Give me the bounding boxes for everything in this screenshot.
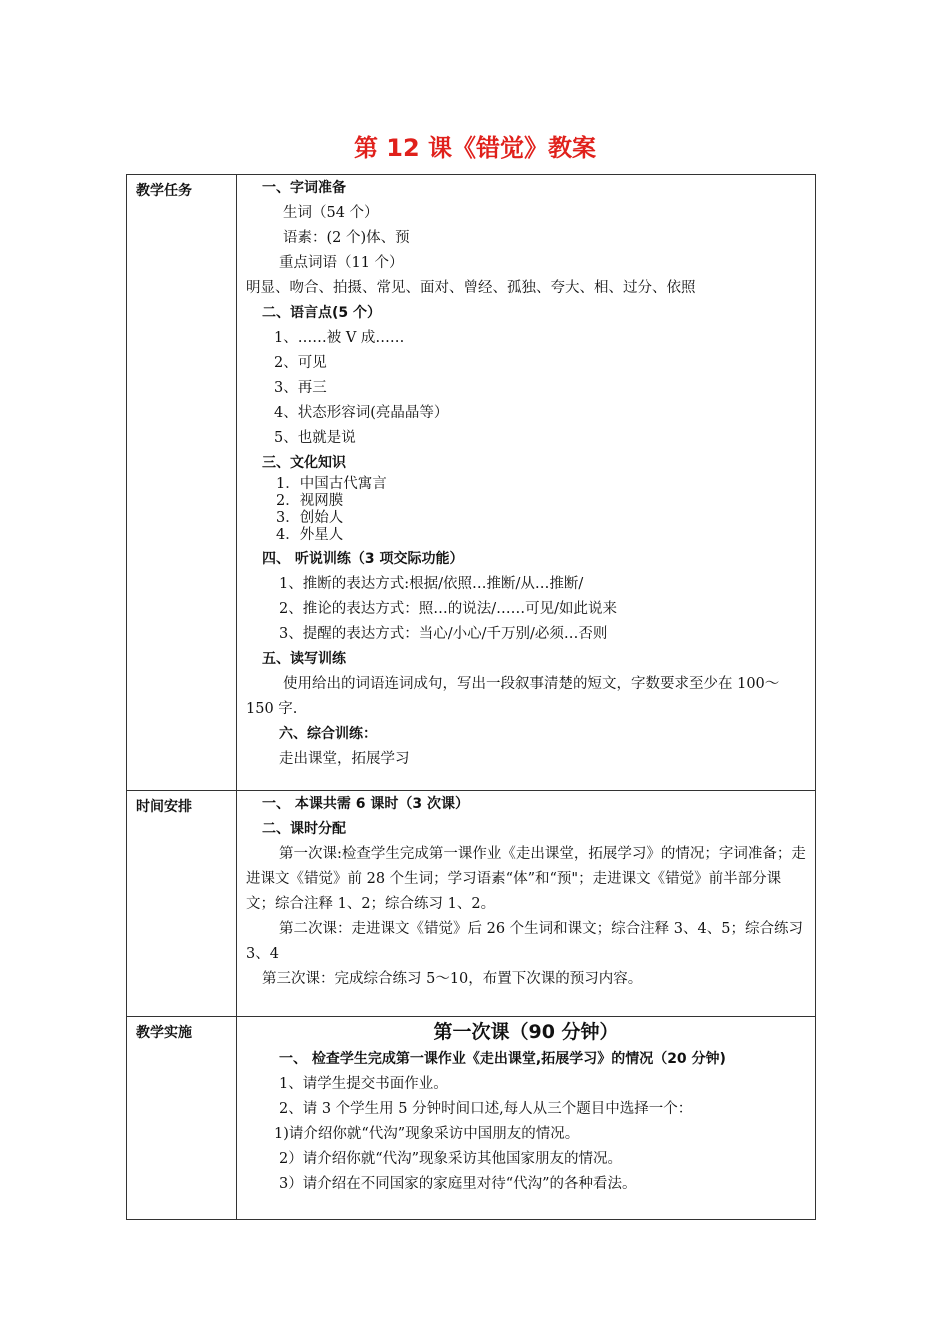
row-content-implementation	[237, 1017, 816, 1220]
section-heading: 一、字词准备	[262, 180, 346, 196]
section-heading: 一、 检查学生完成第一课作业《走出课堂,拓展学习》的情况（20 分钟)	[279, 1051, 726, 1067]
list-item: 1、请学生提交书面作业。	[279, 1076, 448, 1092]
lesson-plan-table	[126, 174, 816, 1220]
list-item: 1、……被 V 成……	[274, 330, 405, 346]
list-item: 2、推论的表达方式：照…的说法/……可见/如此说来	[279, 601, 617, 617]
row-label-implementation: 教学实施	[127, 1017, 237, 1220]
list-item: 4．外星人	[276, 527, 344, 543]
text-line: 重点词语（11 个）	[279, 255, 404, 271]
row-content-tasks	[237, 175, 816, 791]
row-schedule	[127, 791, 816, 1017]
text-line: 走出课堂，拓展学习	[279, 751, 410, 767]
text-line: 生词（54 个）	[283, 205, 379, 221]
key-words: 明显、吻合、拍摄、常见、面对、曾经、孤独、夸大、相、过分、依照	[246, 280, 696, 296]
list-item: 3．创始人	[276, 510, 344, 526]
row-label-schedule: 时间安排	[127, 791, 237, 1017]
text-line: 语素：(2 个)体、预	[283, 230, 410, 246]
list-item: 2、可见	[274, 355, 327, 371]
section-heading: 二、语言点(5 个）	[262, 305, 382, 321]
list-item: 3、提醒的表达方式：当心/小心/千万别/必须…否则	[279, 626, 608, 642]
paragraph: 使用给出的词语连词成句，写出一段叙事清楚的短文，字数要求至少在 100～150 字.	[246, 676, 780, 717]
section-heading: 四、 听说训练（3 项交际功能）	[262, 551, 464, 567]
list-item: 3、再三	[274, 380, 327, 396]
row-implementation	[127, 1017, 816, 1220]
section-heading: 五、读写训练	[262, 651, 346, 667]
section-heading: 二、课时分配	[262, 821, 346, 837]
list-item: 1)请介绍你就“代沟”现象采访中国朋友的情况。	[274, 1126, 580, 1142]
list-item: 1、推断的表达方式:根据/依照…推断/从…推断/	[279, 576, 584, 592]
row-label-tasks: 教学任务	[127, 175, 237, 791]
row-content-schedule	[237, 791, 816, 1017]
list-item: 5、也就是说	[274, 430, 356, 446]
list-item: 2、请 3 个学生用 5 分钟时间口述,每人从三个题目中选择一个：	[279, 1101, 693, 1117]
section-heading: 六、综合训练：	[279, 726, 377, 742]
lesson-title: 第一次课（90 分钟）	[433, 1021, 619, 1043]
paragraph: 第二次课：走进课文《错觉》后 26 个生词和课文；综合注释 3、4、5；综合练习 3、4	[246, 921, 803, 962]
row-tasks	[127, 175, 816, 791]
section-heading: 一、 本课共需 6 课时（3 次课）	[262, 796, 469, 812]
list-item: 1．中国古代寓言	[276, 476, 387, 492]
page-title: 第 12 课《错觉》教案	[353, 134, 597, 162]
list-item: 4、状态形容词(亮晶晶等）	[274, 405, 449, 421]
paragraph: 第一次课:检查学生完成第一课作业《走出课堂，拓展学习》的情况；字词准备；走进课文《错觉》前 28 个生词；学习语素“体”和“预"；走进课文《错觉》前半部分课文；综合注释 1、2；综合练习 1、2。	[246, 846, 806, 912]
list-item: 2）请介绍你就“代沟”现象采访其他国家朋友的情况。	[279, 1151, 623, 1167]
paragraph: 第三次课：完成综合练习 5～10，布置下次课的预习内容。	[262, 971, 643, 987]
list-item: 3）请介绍在不同国家的家庭里对待“代沟”的各种看法。	[279, 1176, 637, 1192]
list-item: 2．视网膜	[276, 493, 344, 509]
section-heading: 三、文化知识	[262, 455, 346, 471]
